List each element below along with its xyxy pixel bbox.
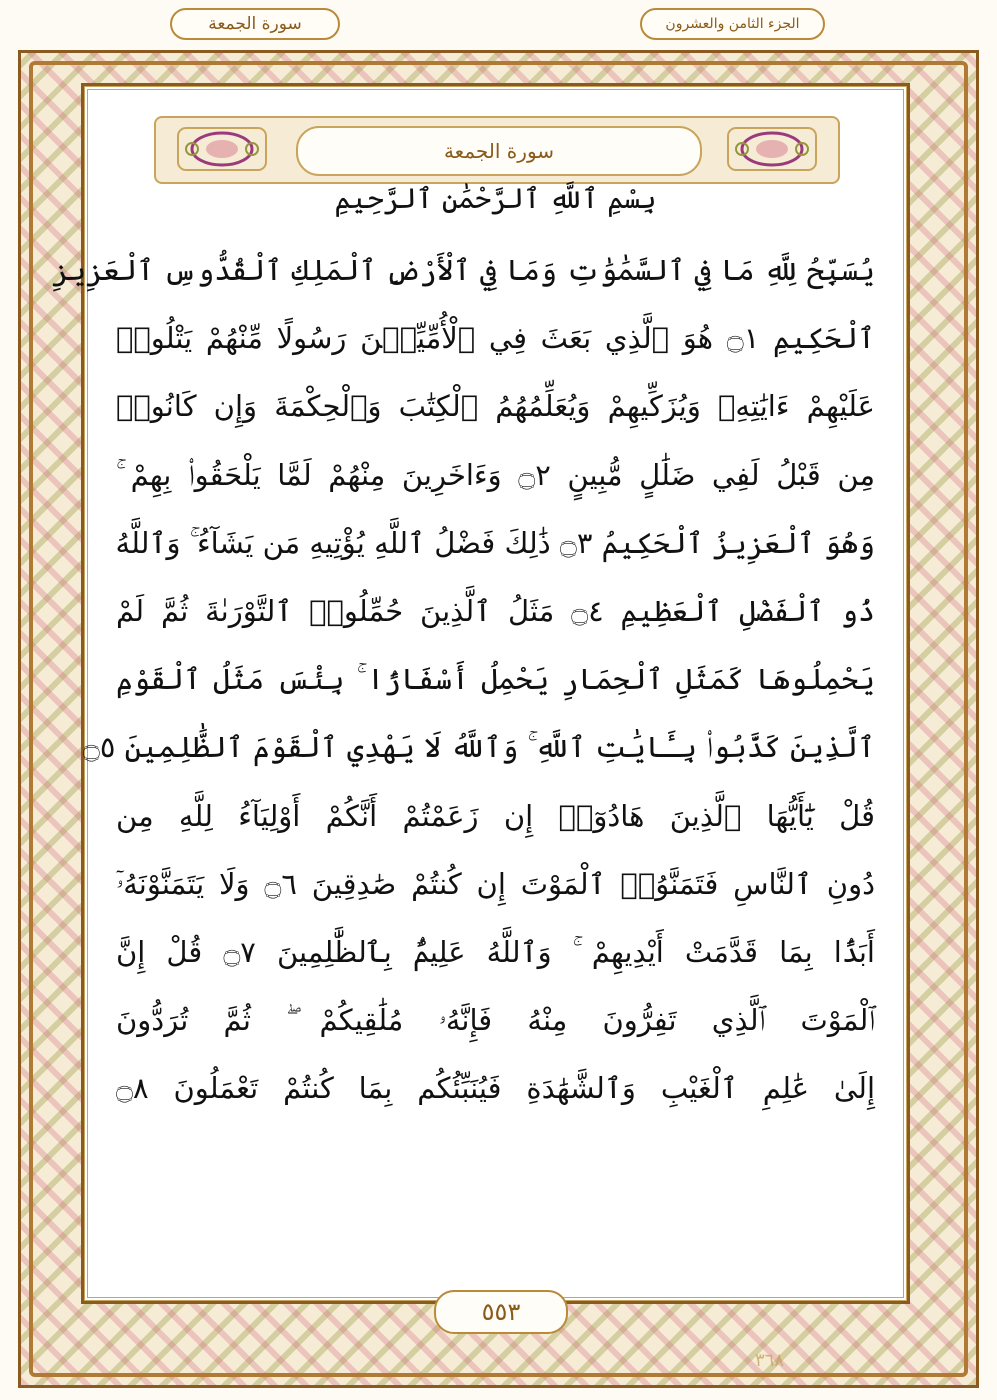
- juz-label: الجزء الثامن والعشرون: [640, 8, 825, 40]
- corner-number: ٣٦٨: [755, 1350, 785, 1371]
- verse-line: يَحْمِلُوهَا كَمَثَلِ ٱلْحِمَارِ يَحْمِلُ أَسْفَارًۢا ۚ بِئْسَ مَثَلُ ٱلْقَوْمِ: [116, 662, 875, 697]
- basmala: بِسْمِ ٱللَّهِ ٱلرَّحْمَٰنِ ٱلرَّحِيمِ: [334, 182, 657, 215]
- ornament-medallion-icon: [724, 126, 820, 172]
- page-number: ٥٥٣: [434, 1290, 568, 1334]
- page-panel: [52, 86, 907, 1301]
- verse-line: إِلَىٰ عَٰلِمِ ٱلْغَيْبِ وَٱلشَّهَٰدَةِ فَيُنَبِّئُكُم بِمَا كُنتُمْ تَعْمَلُونَ ۝٨: [116, 1071, 875, 1106]
- ornament-medallion-icon: [174, 126, 270, 172]
- verse-line: ٱلَّذِينَ كَذَّبُوا۟ بِـَٔايَٰتِ ٱللَّهِ ۚ وَٱللَّهُ لَا يَهْدِي ٱلْقَوْمَ ٱلظَّٰلِمِينَ ۝٥: [82, 730, 875, 765]
- surah-name-label: سورة الجمعة: [170, 8, 340, 40]
- verse-line: قُلْ يَٰٓأَيُّهَا ٱلَّذِينَ هَادُوٓا۟ إِن زَعَمْتُمْ أَنَّكُمْ أَوْلِيَآءُ لِلَّهِ مِن: [116, 798, 875, 833]
- verse-line: وَهُوَ ٱلْعَزِيزُ ٱلْحَكِيمُ ۝٣ ذَٰلِكَ فَضْلُ ٱللَّهِ يُؤْتِيهِ مَن يَشَآءُ ۚ وَٱللَّهُ: [115, 525, 875, 560]
- verse-line: مِن قَبْلُ لَفِي ضَلَٰلٍ مُّبِينٍ ۝٢ وَءَاخَرِينَ مِنْهُمْ لَمَّا يَلْحَقُوا۟ بِهِمْ ۚ: [116, 457, 875, 492]
- verse-line: ٱلْمَوْتَ ٱلَّذِي تَفِرُّونَ مِنْهُ فَإِنَّهُۥ مُلَٰقِيكُمْ ۖ ثُمَّ تُرَدُّونَ: [116, 1003, 875, 1038]
- verse-line: ٱلْحَكِيمِ ۝١ هُوَ ٱلَّذِي بَعَثَ فِي ٱلْأُمِّيِّـۧنَ رَسُولًا مِّنْهُمْ يَتْلُوا۟: [116, 321, 875, 356]
- surah-header-band: [154, 116, 840, 184]
- verse-line: دُونِ ٱلنَّاسِ فَتَمَنَّوُا۟ ٱلْمَوْتَ إِن كُنتُمْ صَٰدِقِينَ ۝٦ وَلَا يَتَمَنَّوْنَهُۥٓ: [116, 866, 875, 901]
- verse-text: [52, 236, 875, 1122]
- verse-line: ذُو ٱلْفَضْلِ ٱلْعَظِيمِ ۝٤ مَثَلُ ٱلَّذِينَ حُمِّلُوا۟ ٱلتَّوْرَىٰةَ ثُمَّ لَمْ: [116, 593, 875, 628]
- surah-title: سورة الجمعة: [296, 126, 702, 176]
- verse-line: عَلَيْهِمْ ءَايَٰتِهِۦ وَيُزَكِّيهِمْ وَيُعَلِّمُهُمُ ٱلْكِتَٰبَ وَٱلْحِكْمَةَ وَإِن كَانُوا۟: [116, 389, 875, 424]
- verse-line: أَبَدًۢا بِمَا قَدَّمَتْ أَيْدِيهِمْ ۚ وَٱللَّهُ عَلِيمٌۢ بِٱلظَّٰلِمِينَ ۝٧ قُلْ إِنَّ: [116, 934, 875, 969]
- verse-line: يُسَبِّحُ لِلَّهِ مَا فِي ٱلسَّمَٰوَٰتِ وَمَا فِي ٱلْأَرْضِ ٱلْمَلِكِ ٱلْقُدُّوسِ ٱلْعَزِيزِ: [52, 253, 875, 287]
